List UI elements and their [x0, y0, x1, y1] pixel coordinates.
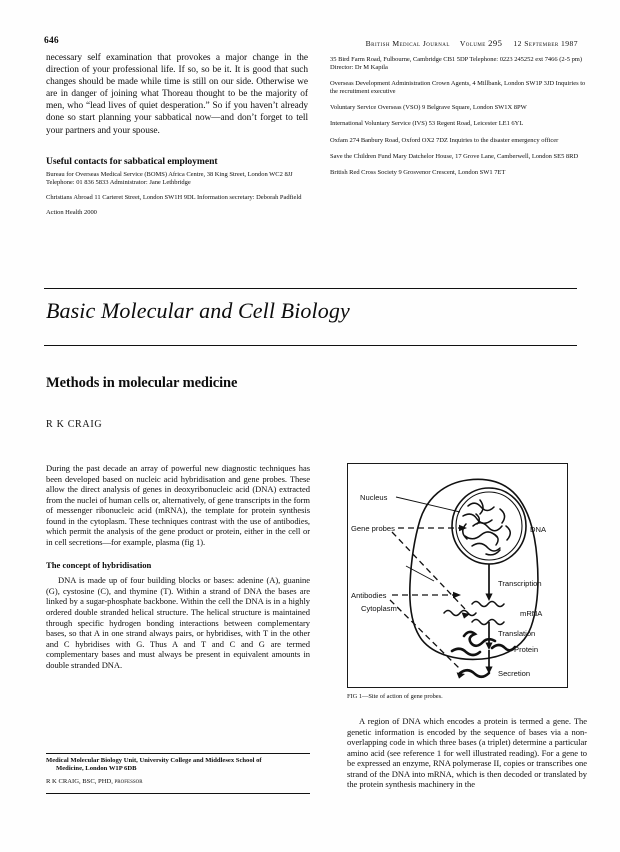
author-qualifications: , BSC, PHD, professor [78, 778, 143, 786]
figure-label-translation: Translation [498, 629, 536, 638]
figure-caption-text: —Site of action of gene probes. [362, 693, 443, 700]
affiliation-line-2: Medicine, London W1P 6DB [56, 765, 137, 773]
contact-entry: Bureau for Overseas Medical Service (BOMS) Africa Centre, 38 King Street, London WC2 8JJ Telephone: 01 836 5833 Administrator: Jane Lethbridge [46, 170, 293, 186]
top-right-column [330, 56, 588, 185]
figure-label-mrna: mRNA [520, 609, 543, 618]
author-name: R K CRAIG [46, 778, 79, 786]
running-head [366, 38, 578, 48]
affiliation [46, 757, 312, 773]
continued-paragraph: necessary self examination that provokes a major change in the direction of your professional life. If so, so be it. It is good that such changes should be made while time is still on our side. Otherwise we are in danger of joining what Thoreau thought to be the majority of men, who “lead lives of quiet desperation.” So if you haven’t already done so start planning your sabbatical now—and don’t forget to tell your partners and your spouse. [46, 53, 308, 136]
body-paragraph: A region of DNA which encodes a protein is termed a gene. The genetic information is encoded by the sequence of bases via a non-overlapping code in which three bases (a triplet) determine a particular amino acid (see reference 1 for well illustrated reading). For a gene to be expressed an enzyme, RNA polymerase II, copies or transcribes one strand of the DNA into mRNA, which is then decoded or translated by the protein synthesis machinery in the [347, 716, 587, 790]
figure-label-protein: Protein [514, 645, 539, 654]
contact-entry: Save the Children Fund Mary Datchelor House, 17 Grove Lane, Camberwell, London SE5 8RD [330, 152, 579, 160]
figure-label-secretion: Secretion [498, 669, 531, 678]
contacts-heading: Useful contacts for sabbatical employment [46, 155, 218, 167]
footnote-rule-top [46, 753, 310, 754]
contact-entry: Voluntary Service Overseas (VSO) 9 Belgrave Square, London SW1X 8PW [330, 104, 527, 112]
section-title: Basic Molecular and Cell Biology [46, 298, 350, 323]
contact-entry: Christians Abroad 11 Carteret Street, London SW1H 9DL Information secretary: Deborah Padfield [46, 193, 302, 201]
contact-entry: Action Health 2000 [46, 208, 97, 216]
figure-label-nucleus: Nucleus [360, 493, 388, 502]
running-head-volume-number: 295 [488, 38, 503, 48]
contact-entry: Oxfam 274 Banbury Road, Oxford OX2 7DZ Inquiries to the disaster emergency officer [330, 136, 559, 144]
figure-caption-label: FIG 1 [347, 693, 362, 700]
body-right-column [347, 716, 587, 790]
footnote-rule-bottom [46, 793, 310, 794]
cell-diagram [348, 464, 567, 687]
body-subheading: The concept of hybridisation [46, 560, 152, 571]
footnote-affiliation [46, 757, 312, 787]
body-paragraph: DNA is made up of four building blocks or bases: adenine (A), guanine (G), cystosine (C), and thymine (T). Within a strand of DNA the bases are linked by a sugar-phosphate backbone. Within the cell the DNA is in a highly ordered double stranded helical structure. The helical structure is maintained through specific hydrogen bonding interactions between complementary bases, so that A in one strand always pairs, or hybridises, with T in the other and C hybridises with G. Thus A and T and C and G are termed complementary bases and must always be present in equivalent amounts in double stranded DNA. [46, 575, 310, 670]
figure-gene-probes [347, 463, 568, 688]
running-head-journal: British Medical Journal [365, 39, 450, 48]
figure-label-cytoplasm: Cytoplasm [361, 604, 397, 613]
figure-label-dna: DNA [530, 525, 547, 534]
section-rule-bottom [44, 345, 577, 346]
figure-label-transcription: Transcription [498, 579, 542, 588]
author-credentials [46, 778, 312, 786]
running-head-volume-label: Volume [459, 39, 486, 48]
article-title: Methods in molecular medicine [46, 375, 238, 391]
contact-entry: Overseas Development Administration Crown Agents, 4 Millbank, London SW1P 3JD Inquiries to the recruitment executive [330, 80, 586, 96]
body-left-column [46, 463, 310, 670]
figure-label-antibodies: Antibodies [351, 591, 387, 600]
contact-entry: British Red Cross Society 9 Grosvenor Crescent, London SW1 7ET [330, 168, 506, 176]
page-number: 646 [44, 36, 59, 46]
affiliation-line-1: Medical Molecular Biology Unit, University College and Middlesex School of [46, 757, 262, 764]
top-left-column [46, 52, 308, 224]
contact-entry: 35 Bird Farm Road, Fulbourne, Cambridge CB1 5DP Telephone: 0223 245252 ext 7466 (2-5 pm) Director: Dr M Kapila [330, 56, 582, 72]
running-head-date: 12 September 1987 [513, 39, 578, 48]
body-paragraph: During the past decade an array of powerful new diagnostic techniques has been developed based on nucleic acid hybridisation and gene probes. These allow the direct analysis of genes in deoxyribonucleic acid (DNA) extracted from the nuclei of human cells or, alternatively, of gene transcripts in the form of messenger ribonucleic acid (mRNA), the template for protein synthesis found in the cytoplasm. These techniques contrast with the use of antibodies, which permit the analysis of the gene product or protein, either in the cell or in cell secretions—for example, plasma (fig 1). [46, 463, 310, 547]
section-rule-top [44, 288, 577, 289]
figure-caption [347, 693, 587, 700]
article-author: R K CRAIG [46, 419, 103, 430]
figure-label-gene-probes: Gene probes [351, 524, 395, 533]
contact-entry: International Voluntary Service (IVS) 53 Regent Road, Leicester LE1 6YL [330, 120, 524, 128]
